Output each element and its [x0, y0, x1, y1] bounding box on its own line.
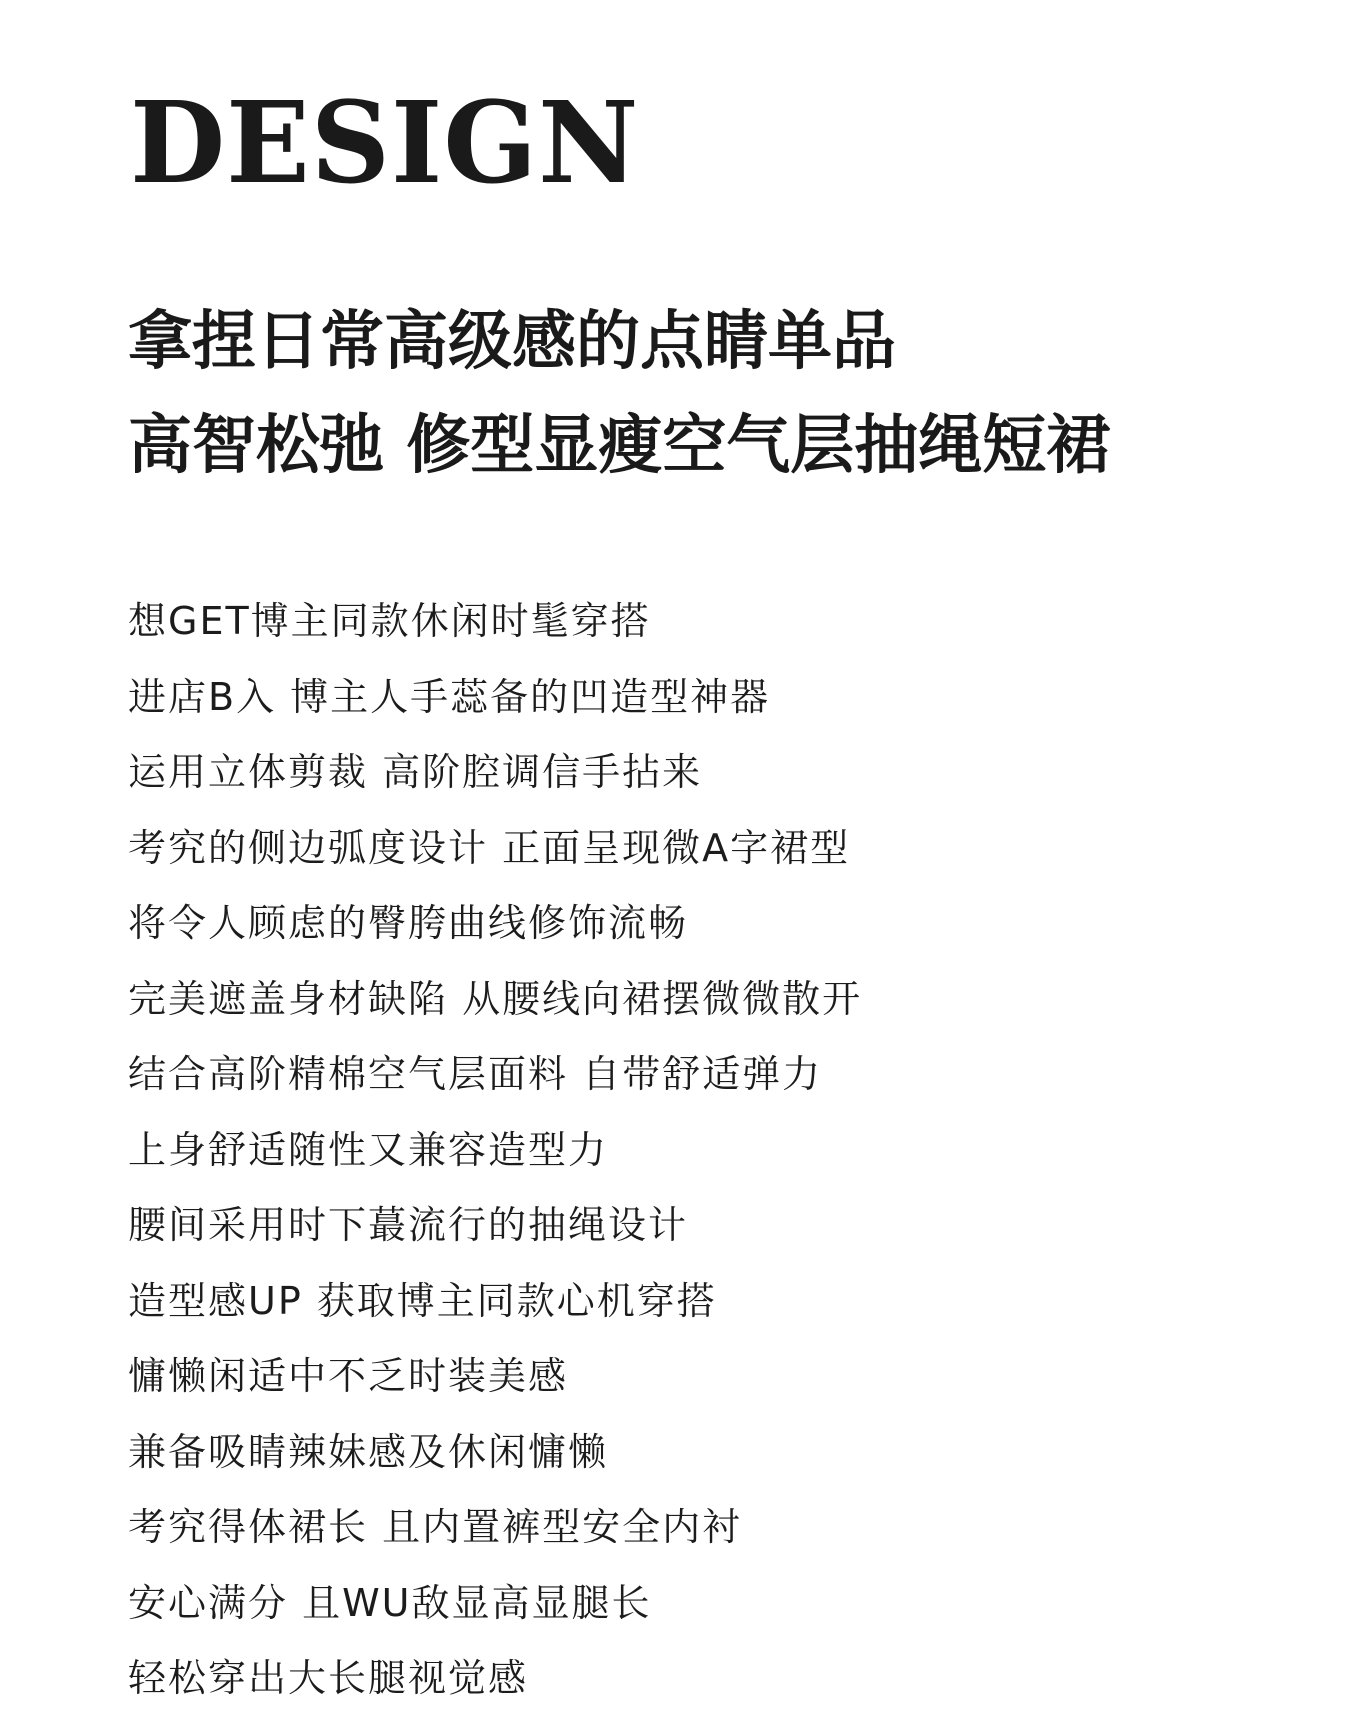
description-line: 将令人顾虑的臀胯曲线修饰流畅: [128, 901, 689, 945]
description-line: 上身舒适随性又兼容造型力: [128, 1127, 609, 1172]
description-line: 慵懒闲适中不乏时装美感: [128, 1354, 569, 1398]
description-line: 进店B入 博主人手蕊备的凹造型神器: [128, 674, 771, 719]
description-line: 想GET博主同款休闲时髦穿搭: [128, 599, 651, 643]
description-line: 兼备吸睛辣妹感及休闲慵懒: [128, 1429, 609, 1474]
headline: [128, 290, 1110, 498]
description-line: 轻松穿出大长腿视觉感: [128, 1656, 529, 1700]
headline-line-1: 拿捏日常高级感的点睛单品: [128, 305, 896, 379]
description-line: 运用立体剪裁 高阶腔调信手拈来: [128, 750, 703, 794]
description-line: 安心满分 且WU敌显高显腿长: [128, 1580, 652, 1625]
description-line: 腰间采用时下蕞流行的抽绳设计: [128, 1203, 689, 1247]
description-line: 结合高阶精棉空气层面料 自带舒适弹力: [128, 1052, 823, 1096]
brand-title: DESIGN: [130, 78, 640, 209]
description-line: 完美遮盖身材缺陷 从腰线向裙摆微微散开: [128, 976, 863, 1021]
description-line: 考究得体裙长 且内置裤型安全内衬: [128, 1505, 743, 1549]
description-list: [128, 584, 862, 1717]
description-line: 造型感UP 获取博主同款心机穿搭: [128, 1278, 717, 1323]
headline-line-2: 高智松弛 修型显瘦空气层抽绳短裙: [128, 409, 1111, 483]
description-line: 考究的侧边弧度设计 正面呈现微A字裙型: [128, 825, 851, 870]
